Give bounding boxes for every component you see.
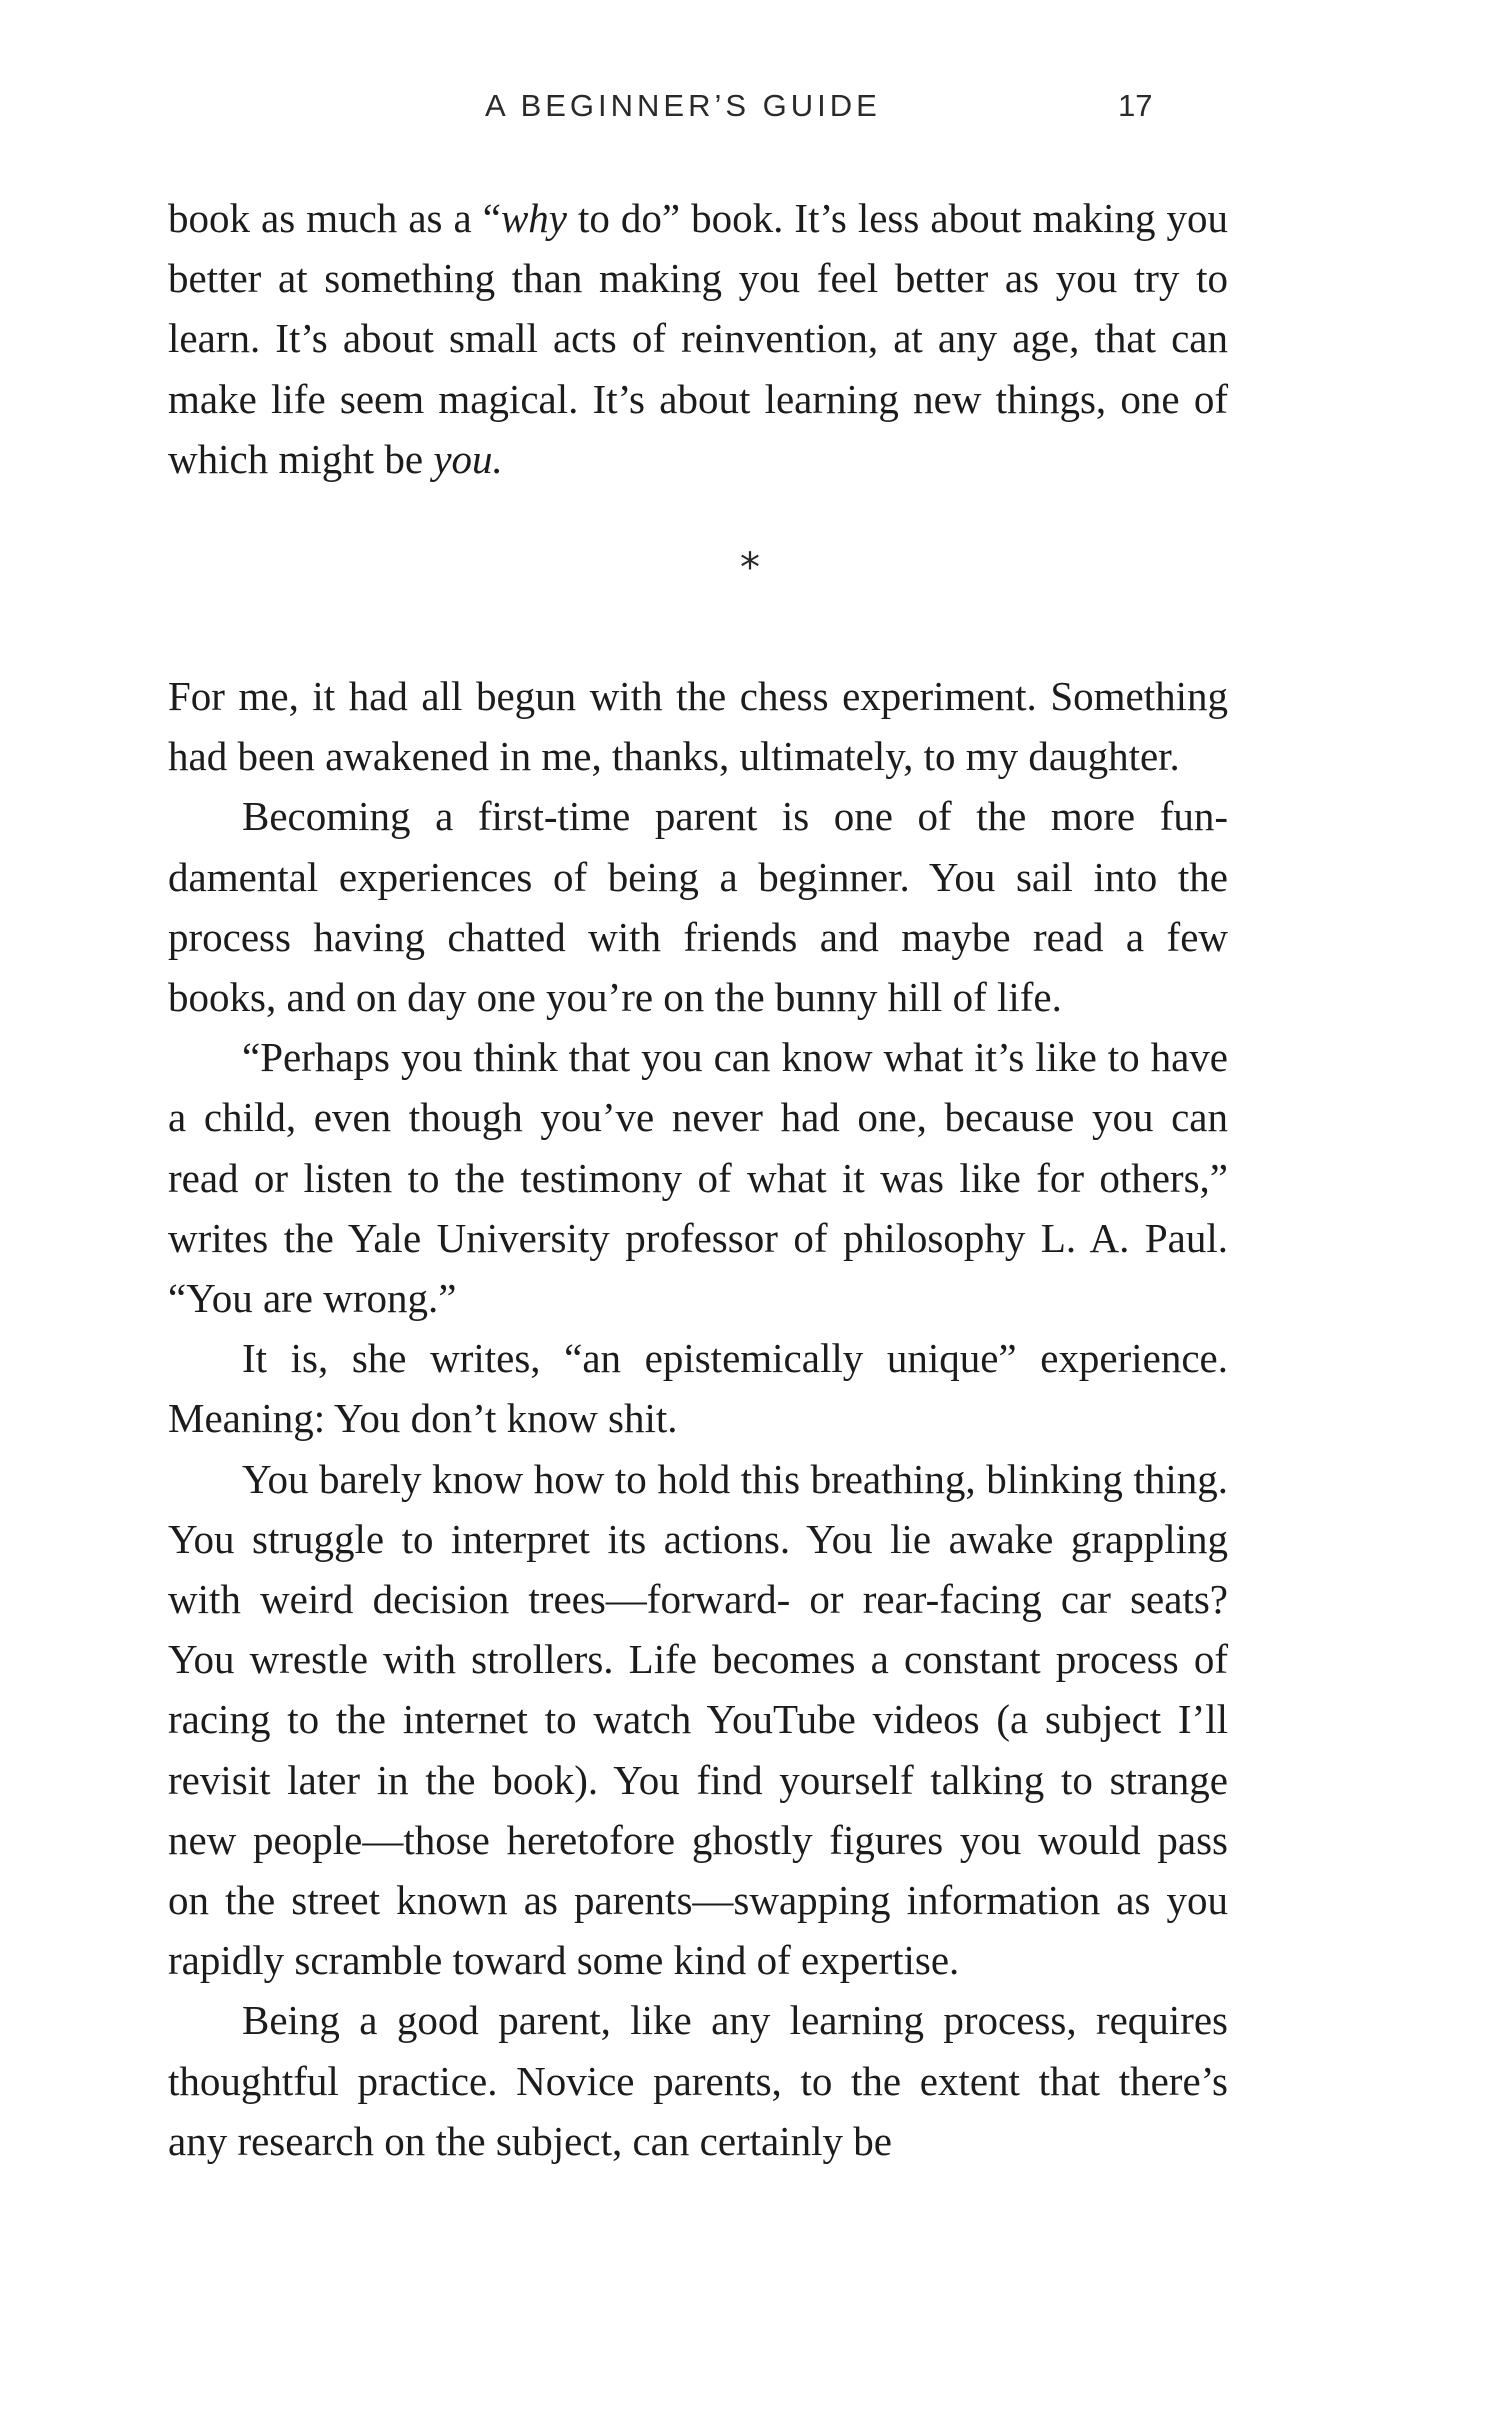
page-number: 17 — [1118, 88, 1153, 123]
section-break-asterisk: * — [740, 545, 760, 591]
paragraph: You barely know how to hold this breathing, blinking thing. You struggle to interpret its actions. You lie awake grappling with weird decision trees—forward- or rear-facing car seats? You wrestle with strollers. Life becomes a constant process of racing to the internet to watch YouTube videos (a subject I’ll revisit later in the book). You find yourself talking to strange new people—those heretofore ghostly figures you would pass on the street known as parents—swapping information as you rapidly scramble toward some kind of expertise. — [168, 1455, 1228, 1984]
running-header — [0, 88, 1500, 128]
paragraph: “Perhaps you think that you can know what it’s like to have a child, even though you’ve never had one, because you can read or listen to the testimony of what it was like for others,” writes the Yale University professor of philosophy L. A. Paul. “You are wrong.” — [168, 1034, 1228, 1322]
emphasis-you: you. — [433, 435, 503, 482]
text-run: book as much as a “ — [168, 195, 501, 241]
section-two-text — [168, 666, 1228, 2171]
emphasis-why: why — [500, 195, 567, 241]
paragraph-continued — [168, 188, 1228, 489]
paragraph: It is, she writes, “an epistemically unique” experience. Meaning: You don’t know shit. — [168, 1335, 1228, 1442]
paragraph: Being a good parent, like any learning process, requires thoughtful practice. Novice parents, to the extent that there’s any research on the subject, can certainly be — [168, 1997, 1228, 2164]
section-one-text — [168, 188, 1228, 489]
paragraph: For me, it had all begun with the chess experiment. Something had been awakened in me, thanks, ultimately, to my daughter. — [168, 673, 1228, 780]
text-run: to do” book. It’s less about making you better at something than making you feel better as you try to learn. It’s about small acts of reinvention, at any age, that can make life seem magical. It’s about learning new things, one of which might be — [168, 195, 1228, 482]
running-title: A BEGINNER’S GUIDE — [485, 88, 881, 123]
paragraph: Becoming a first-time parent is one of the more fundamental experiences of being a beginner. You sail into the process having chatted with friends and maybe read a few books, and on day one you’re on the bunny hill of life. — [168, 793, 1228, 1021]
